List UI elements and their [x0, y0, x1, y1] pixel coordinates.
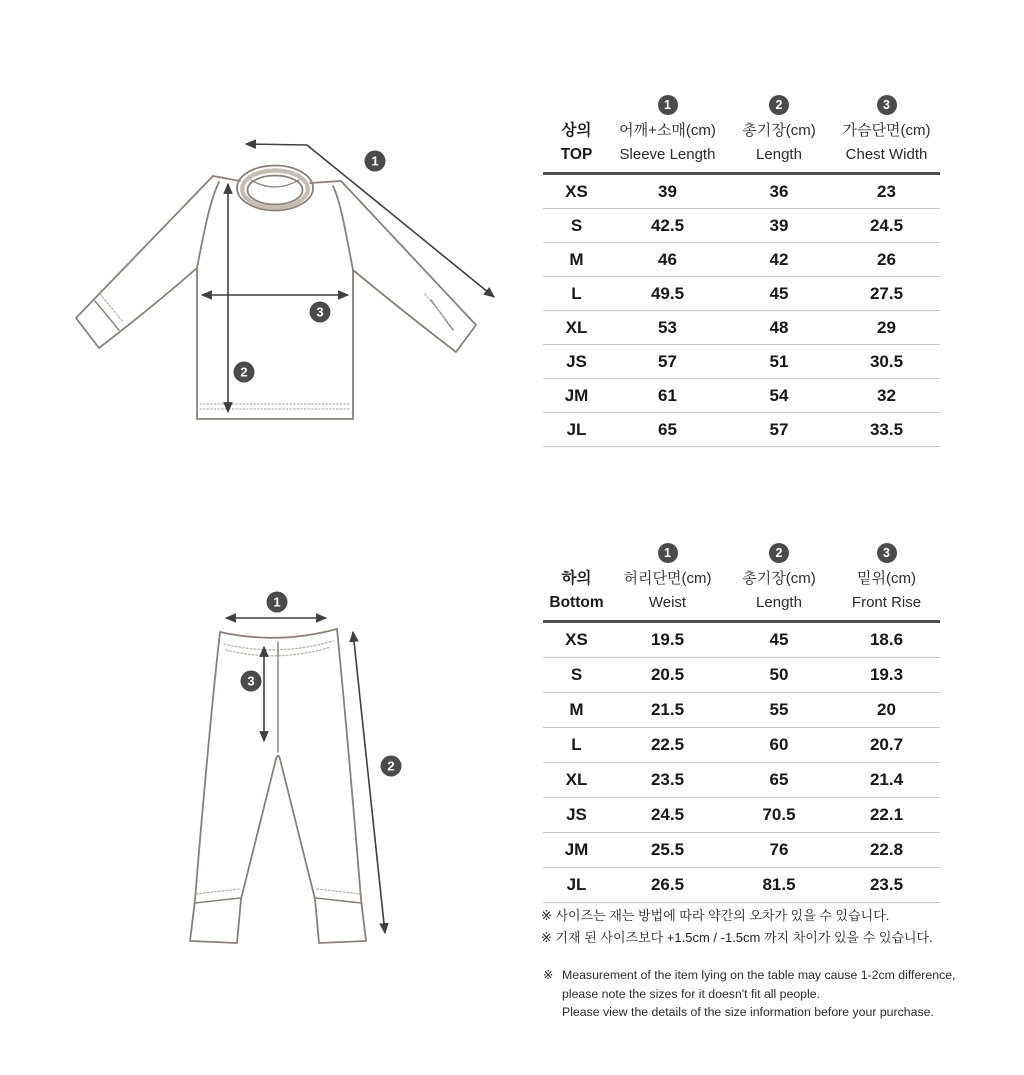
shirt-marker-2-label: 2	[240, 364, 248, 380]
table-row: JS 24.5 70.5 22.1	[543, 798, 940, 833]
top-col3-header: 가슴단면(cm) Chest Width	[842, 122, 931, 163]
table-row: JM 61 54 32	[543, 379, 940, 413]
shirt-diagram	[40, 95, 510, 460]
top-col3-badge: 3	[877, 95, 897, 115]
shirt-outline	[76, 166, 476, 420]
table-row: L 49.5 45 27.5	[543, 277, 940, 311]
top-category-ko: 상의	[561, 122, 592, 139]
table-row: M 46 42 26	[543, 243, 940, 277]
top-category-en: TOP	[560, 146, 593, 163]
pants-diagram	[150, 578, 490, 1018]
top-col1-badge: 1	[658, 95, 678, 115]
table-row: JS 57 51 30.5	[543, 345, 940, 379]
shirt-marker-3-label: 3	[316, 304, 324, 320]
table-row: L 22.5 60 20.7	[543, 728, 940, 763]
english-note-1: Measurement of the item lying on the table may cause 1-2cm difference,	[562, 968, 956, 982]
table-row: XL 53 48 29	[543, 311, 940, 345]
bottom-col2-badge: 2	[769, 543, 789, 563]
korean-notes	[541, 905, 1021, 948]
bottom-category-en: Bottom	[549, 594, 604, 611]
pants-length-arrow	[353, 632, 385, 933]
table-row: XS 39 36 23	[543, 175, 940, 209]
english-note-2: please note the sizes for it doesn't fit all people.	[562, 986, 821, 1001]
bottom-table-body	[543, 623, 940, 903]
bottom-table-category	[549, 567, 603, 615]
bottom-col3-badge: 3	[877, 543, 897, 563]
pants-outline	[190, 629, 366, 943]
table-row: JM 25.5 76 22.8	[543, 833, 940, 868]
top-table-header	[543, 119, 940, 167]
korean-note-1: ※ 사이즈는 재는 방법에 따라 약간의 오차가 있을 수 있습니다.	[541, 908, 890, 923]
table-row: S 42.5 39 24.5	[543, 209, 940, 243]
bottom-category-ko: 하의	[561, 570, 592, 587]
bottom-table-header	[543, 567, 940, 615]
pants-marker-2-label: 2	[387, 758, 395, 774]
table-row: S 20.5 50 19.3	[543, 658, 940, 693]
top-col2-header: 총기장(cm) Length	[742, 122, 816, 163]
shirt-marker-1-label: 1	[371, 153, 379, 169]
top-col2-badge: 2	[769, 95, 789, 115]
table-row: JL 26.5 81.5 23.5	[543, 868, 940, 903]
bottom-col1-header: 허리단면(cm) Weist	[623, 570, 712, 611]
bottom-table-badge-row	[543, 541, 940, 565]
pants-marker-1-label: 1	[273, 594, 281, 610]
bottom-col1-badge: 1	[658, 543, 678, 563]
top-table-body	[543, 175, 940, 447]
table-row: JL 65 57 33.5	[543, 413, 940, 447]
bottom-col2-header: 총기장(cm) Length	[742, 570, 816, 611]
pants-measure-arrows	[226, 618, 385, 933]
top-size-table	[543, 93, 940, 447]
top-col1-header: 어깨+소매(cm) Sleeve Length	[619, 122, 716, 163]
english-notes	[543, 966, 1024, 1022]
table-row: XL 23.5 65 21.4	[543, 763, 940, 798]
bottom-size-table	[543, 541, 940, 903]
pants-marker-3-label: 3	[247, 673, 255, 689]
table-row: M 21.5 55 20	[543, 693, 940, 728]
bottom-col3-header: 밑위(cm) Front Rise	[851, 570, 922, 611]
top-table-category	[561, 119, 593, 167]
korean-note-2: ※ 기재 된 사이즈보다 +1.5cm / -1.5cm 까지 차이가 있을 수 있습니다.	[541, 929, 933, 945]
english-note-3: Please view the details of the size information before your purchase.	[562, 1005, 934, 1020]
reference-mark: ※	[543, 968, 554, 982]
table-row: XS 19.5 45 18.6	[543, 623, 940, 658]
top-table-badge-row	[543, 93, 940, 117]
